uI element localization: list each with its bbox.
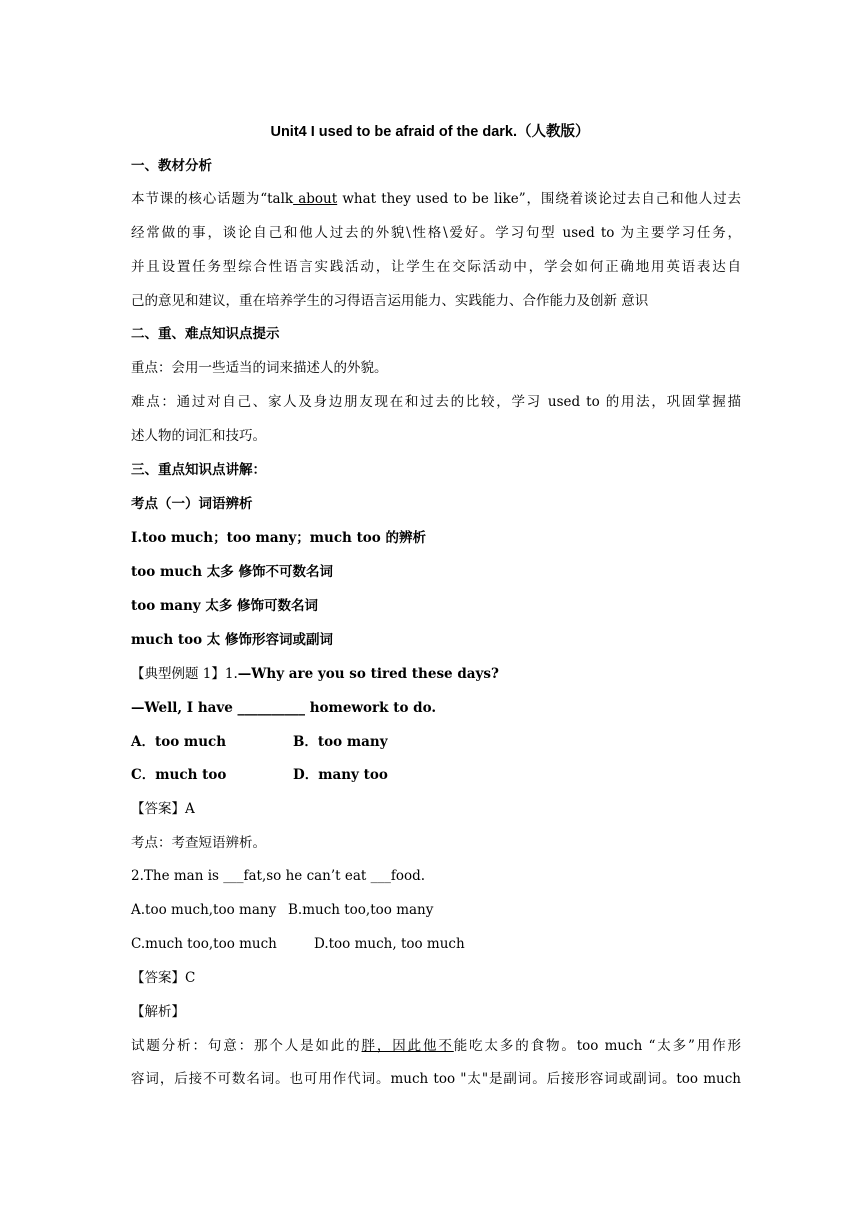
option-c: C.much too,too much	[131, 936, 277, 952]
options-row	[131, 934, 741, 954]
section-heading-explanation: 三、重点知识点讲解：	[131, 462, 266, 478]
option-b: B.much too,too many	[288, 902, 434, 918]
paragraph-line: 并且设置任务型综合性语言实践活动，让学生在交际活动中，学会如何正确地用英语表达自	[131, 259, 741, 275]
paragraph-line: 己的意见和建议，重在培养学生的习得语言运用能力、实践能力、合作能力及创新 意识	[131, 293, 649, 309]
option-a: A．too much	[131, 734, 227, 750]
option-b: B．too many	[293, 734, 388, 750]
options-row	[131, 732, 741, 752]
option-a: A.too much,too many	[131, 902, 277, 918]
analysis-text-cont: 容词，后接不可数名词。也可用作代词。much too "太"是副词。后接形容词或副词。too much	[131, 1071, 741, 1087]
paragraph-line	[131, 189, 741, 209]
difficult-point-text-cont: 述人物的词汇和技巧。	[131, 428, 266, 444]
underlined-text: about	[293, 191, 338, 207]
text-span: 能吃太多的食物。too much “太多”用作形	[453, 1038, 741, 1054]
question-text: —Why are you so tired these days?	[237, 666, 499, 682]
definition-too-much: too much 太多 修饰不可数名词	[131, 564, 333, 580]
document-title: Unit4 I used to be afraid of the dark.（人教版）	[270, 124, 590, 140]
section-heading-key-points: 二、重、难点知识点提示	[131, 326, 280, 342]
difficult-point-text: 难点：通过对自己、家人及身边朋友现在和过去的比较，学习 used to 的用法，巩固掌握描	[131, 394, 741, 410]
section-heading-textbook-analysis: 一、教材分析	[131, 158, 212, 174]
options-row	[131, 765, 741, 785]
analysis-text	[131, 1036, 741, 1056]
exam-point-heading: 考点（一）词语辨析	[131, 496, 253, 512]
analysis-label: 【解析】	[131, 1004, 185, 1020]
item-title: Ⅰ.too much；too many；much too 的辨析	[131, 530, 427, 546]
answer-text: 【答案】A	[131, 801, 195, 817]
option-d: D．many too	[293, 767, 388, 783]
example-1-answer-line: —Well, I have __________ homework to do.	[131, 700, 437, 716]
definition-much-too: much too 太 修饰形容词或副词	[131, 632, 333, 648]
answer-text: 【答案】C	[131, 970, 196, 986]
text-span: 试题分析：句意：那个人是如此的	[131, 1038, 362, 1054]
key-point-text: 重点：会用一些适当的词来描述人的外貌。	[131, 360, 388, 376]
example-1-question	[131, 664, 741, 684]
option-c: C．much too	[131, 767, 227, 783]
example-label: 【典型例题 1】1.	[131, 666, 238, 682]
text-span: 本节课的核心话题为“talk	[131, 191, 294, 207]
text-span: what they used to be like”，围绕着谈论过去自己和他人过去	[337, 191, 741, 207]
paragraph-line: 经常做的事，谈论自己和他人过去的外貌\性格\爱好。学习句型 used to 为主要学习任务，	[131, 225, 741, 241]
underlined-text: 胖，因此他不	[361, 1038, 454, 1054]
option-d: D.too much, too much	[314, 936, 465, 952]
example-2-question: 2.The man is ___fat,so he can’t eat ___food.	[131, 868, 426, 884]
definition-too-many: too many 太多 修饰可数名词	[131, 598, 319, 614]
exam-point-text: 考点：考查短语辨析。	[131, 835, 266, 851]
options-row	[131, 900, 741, 920]
